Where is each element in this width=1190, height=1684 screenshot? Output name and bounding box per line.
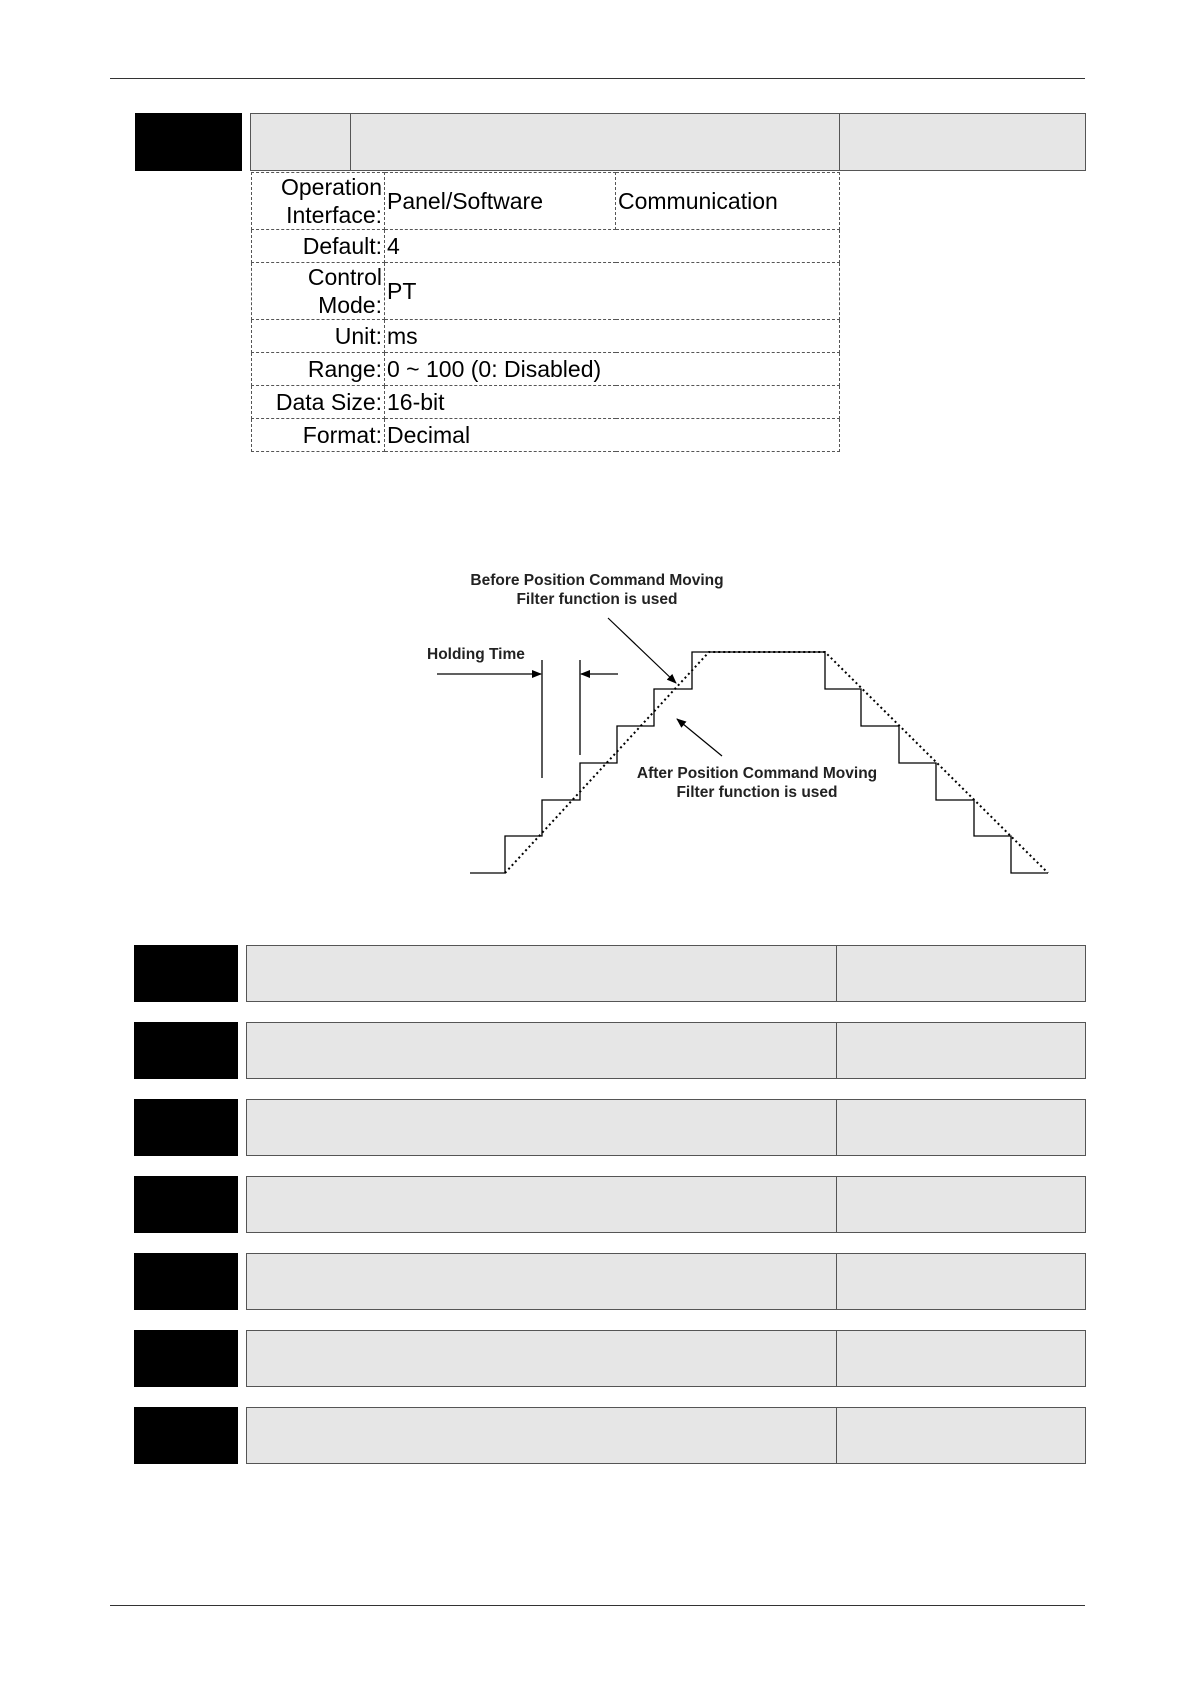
- unit-label: Unit:: [252, 320, 385, 353]
- parameter-name-box: [246, 1253, 1086, 1310]
- default-value: 4: [385, 230, 840, 263]
- control-mode-value: PT: [385, 263, 840, 320]
- parameter-name-box: [246, 1176, 1086, 1233]
- format-label: Format:: [252, 419, 385, 452]
- range-label: Range:: [252, 353, 385, 386]
- parameter-box-divider: [836, 1331, 837, 1386]
- parameter-code-tab: [134, 1099, 238, 1156]
- after-filter-label-line1: After Position Command Moving: [636, 765, 878, 782]
- footer-rule: [110, 1605, 1085, 1606]
- format-value: Decimal: [385, 419, 840, 452]
- stepped-command-line: [470, 652, 1048, 873]
- panel-software-value: Panel/Software: [385, 173, 616, 230]
- before-filter-pointer: [608, 618, 676, 683]
- parameter-name-box: [246, 1330, 1086, 1387]
- parameter-code-tab: [134, 945, 238, 1002]
- unit-value: ms: [385, 320, 840, 353]
- parameter-code-tab: [134, 1330, 238, 1387]
- parameter-box-divider: [836, 1254, 837, 1309]
- range-value: 0 ~ 100 (0: Disabled): [385, 353, 840, 386]
- after-filter-label-line2: Filter function is used: [676, 784, 838, 801]
- parameter-code-tab: [134, 1176, 238, 1233]
- before-filter-label-line1: Before Position Command Moving: [470, 572, 724, 589]
- holding-time-label: Holding Time: [427, 646, 525, 663]
- data-size-label: Data Size:: [252, 386, 385, 419]
- parameter-name-box: [246, 1099, 1086, 1156]
- parameter-name-box: [246, 945, 1086, 1002]
- parameter-box-divider: [836, 1023, 837, 1078]
- parameter-code-tab: [134, 1407, 238, 1464]
- parameter-box-divider: [836, 1408, 837, 1463]
- default-label: Default:: [252, 230, 385, 263]
- parameter-code-tab: [134, 1022, 238, 1079]
- data-size-value: 16-bit: [385, 386, 840, 419]
- parameter-box-divider: [836, 1177, 837, 1232]
- parameter-code-tab: [134, 1253, 238, 1310]
- parameter-box-divider: [836, 1100, 837, 1155]
- parameter-box-divider: [836, 946, 837, 1001]
- parameter-name-box: [246, 1022, 1086, 1079]
- parameter-name-box: [246, 1407, 1086, 1464]
- after-filter-pointer: [677, 719, 722, 756]
- communication-value: Communication: [616, 173, 840, 230]
- control-mode-label: Control Mode:: [252, 263, 385, 320]
- operation-interface-label: Operation Interface:: [252, 173, 385, 230]
- before-filter-label-line2: Filter function is used: [516, 591, 678, 608]
